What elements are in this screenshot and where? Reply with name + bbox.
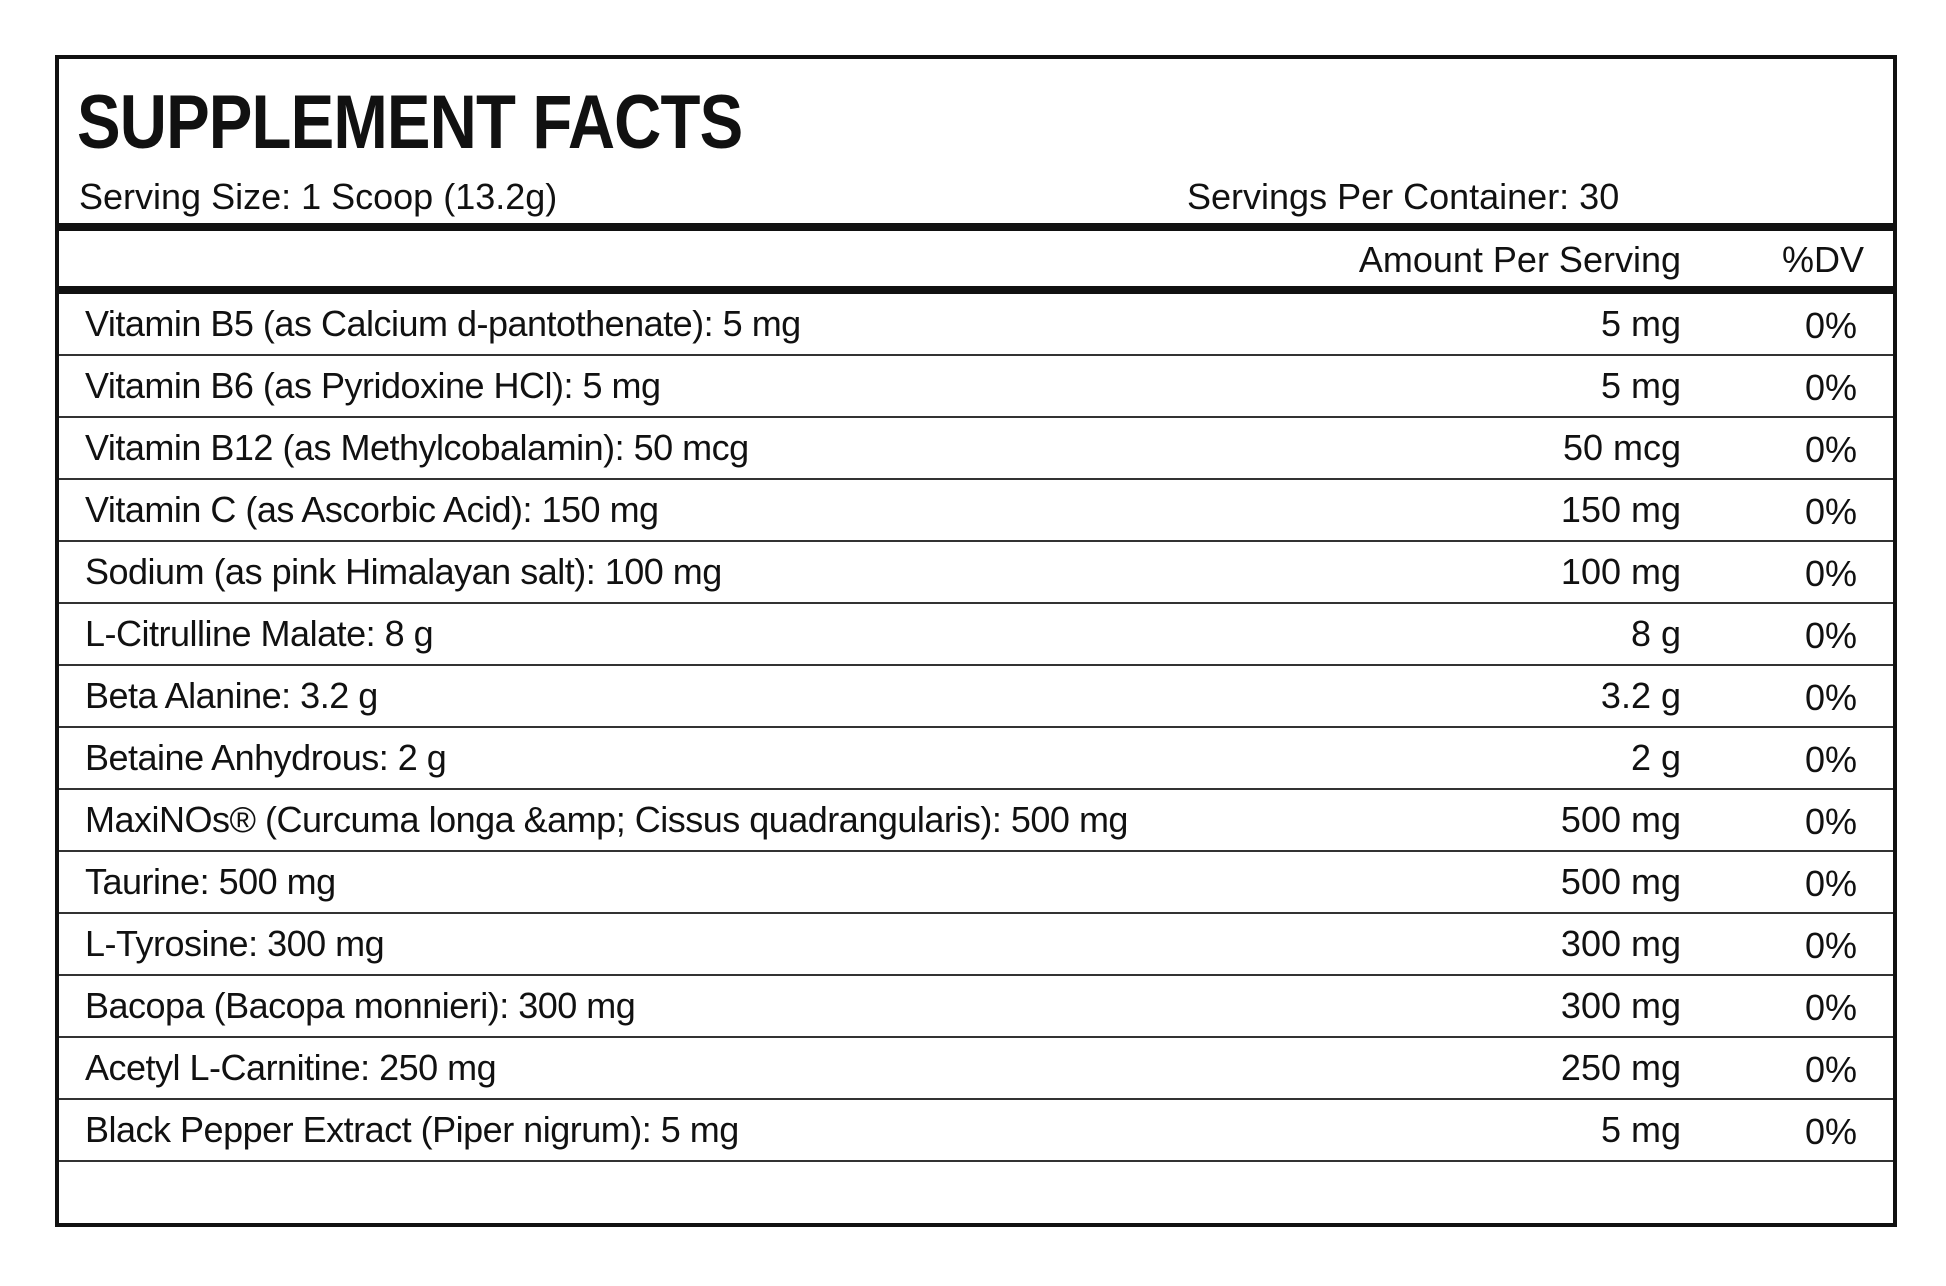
ingredient-amount: 100 mg bbox=[1560, 551, 1681, 592]
ingredient-name: Taurine: 500 mg bbox=[85, 861, 336, 902]
ingredient-amount: 500 mg bbox=[1560, 799, 1681, 840]
ingredient-dv: 0% bbox=[1804, 863, 1857, 904]
ingredient-name: Betaine Anhydrous: 2 g bbox=[85, 737, 447, 778]
ingredient-dv: 0% bbox=[1804, 987, 1857, 1028]
ingredient-amount: 150 mg bbox=[1560, 489, 1681, 530]
header-divider bbox=[59, 286, 1893, 294]
ingredient-amount: 250 mg bbox=[1560, 1047, 1681, 1088]
ingredient-name: MaxiNOs® (Curcuma longa &amp; Cissus quadrangularis): 500 mg bbox=[85, 799, 1128, 840]
ingredient-name: Vitamin B6 (as Pyridoxine HCl): 5 mg bbox=[85, 365, 661, 406]
ingredient-dv: 0% bbox=[1804, 677, 1857, 718]
ingredient-dv: 0% bbox=[1804, 1111, 1857, 1152]
table-row bbox=[59, 666, 1893, 728]
table-row bbox=[59, 1038, 1893, 1100]
ingredient-dv: 0% bbox=[1804, 553, 1857, 594]
top-divider bbox=[59, 223, 1893, 231]
table-row bbox=[59, 356, 1893, 418]
table-row bbox=[59, 976, 1893, 1038]
ingredient-amount: 2 g bbox=[1630, 737, 1681, 778]
ingredient-dv: 0% bbox=[1804, 491, 1857, 532]
table-row bbox=[59, 480, 1893, 542]
ingredient-dv: 0% bbox=[1804, 429, 1857, 470]
table-row bbox=[59, 852, 1893, 914]
table-row bbox=[59, 542, 1893, 604]
ingredient-dv: 0% bbox=[1804, 367, 1857, 408]
ingredient-amount: 5 mg bbox=[1600, 1109, 1681, 1150]
table-row bbox=[59, 1100, 1893, 1162]
ingredient-name: Bacopa (Bacopa monnieri): 300 mg bbox=[85, 985, 636, 1026]
servings-per-container: Servings Per Container: 30 bbox=[1187, 176, 1620, 217]
ingredient-amount: 50 mcg bbox=[1562, 427, 1681, 468]
ingredient-dv: 0% bbox=[1804, 615, 1857, 656]
ingredient-dv: 0% bbox=[1804, 801, 1857, 842]
ingredient-amount: 8 g bbox=[1630, 613, 1681, 654]
ingredient-name: L-Tyrosine: 300 mg bbox=[85, 923, 385, 964]
ingredient-name: Vitamin B12 (as Methylcobalamin): 50 mcg bbox=[85, 427, 749, 468]
ingredient-name: Vitamin C (as Ascorbic Acid): 150 mg bbox=[85, 489, 659, 530]
ingredient-amount: 500 mg bbox=[1560, 861, 1681, 902]
ingredient-amount: 3.2 g bbox=[1600, 675, 1681, 716]
ingredient-name: Sodium (as pink Himalayan salt): 100 mg bbox=[85, 551, 722, 592]
serving-size: Serving Size: 1 Scoop (13.2g) bbox=[79, 176, 558, 217]
ingredient-table bbox=[59, 294, 1893, 1162]
supplement-facts-panel bbox=[55, 55, 1897, 1227]
table-row bbox=[59, 294, 1893, 356]
ingredient-name: Acetyl L-Carnitine: 250 mg bbox=[85, 1047, 497, 1088]
table-row bbox=[59, 914, 1893, 976]
ingredient-name: Vitamin B5 (as Calcium d-pantothenate): 5 mg bbox=[85, 303, 801, 344]
dv-column-header: %DV bbox=[1781, 239, 1864, 280]
table-row bbox=[59, 790, 1893, 852]
table-row bbox=[59, 604, 1893, 666]
panel-title: SUPPLEMENT FACTS bbox=[77, 80, 743, 165]
ingredient-name: Beta Alanine: 3.2 g bbox=[85, 675, 378, 716]
ingredient-name: Black Pepper Extract (Piper nigrum): 5 mg bbox=[85, 1109, 739, 1150]
ingredient-dv: 0% bbox=[1804, 925, 1857, 966]
amount-column-header: Amount Per Serving bbox=[1358, 239, 1681, 280]
ingredient-name: L-Citrulline Malate: 8 g bbox=[85, 613, 434, 654]
ingredient-amount: 5 mg bbox=[1600, 365, 1681, 406]
ingredient-amount: 300 mg bbox=[1560, 923, 1681, 964]
ingredient-dv: 0% bbox=[1804, 739, 1857, 780]
ingredient-dv: 0% bbox=[1804, 305, 1857, 346]
ingredient-amount: 5 mg bbox=[1600, 303, 1681, 344]
table-row bbox=[59, 728, 1893, 790]
table-row bbox=[59, 418, 1893, 480]
ingredient-dv: 0% bbox=[1804, 1049, 1857, 1090]
ingredient-amount: 300 mg bbox=[1560, 985, 1681, 1026]
